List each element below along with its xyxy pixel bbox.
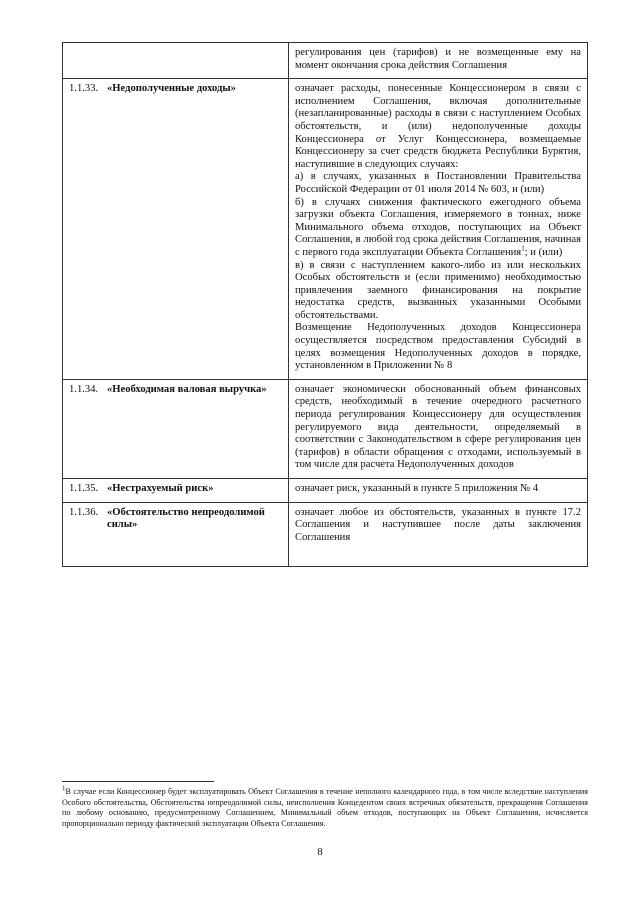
- definition-cell: [289, 379, 588, 478]
- definition-text: в) в связи с наступлением какого-либо из или нескольких Особых обстоятельств и (если применимо) необходимостью привлечения заемного финансирования на покрытие недостатка средств, вызванных указанными Особыми обстоятельствами.: [295, 259, 581, 321]
- definition-text: означает экономически обоснованный объем финансовых средств, необходимый в течение очередного расчетного периода регулирования Концессионеру для осуществления регулируемого вида деятельности, определяемый в соответствии с Законодательством в сфере регулирования цен (тарифов) в области обращения с отходами, используемый в том числе для расчета Недополученных доходов: [295, 383, 581, 471]
- term-cell: [63, 43, 289, 79]
- term-cell: [63, 479, 289, 503]
- clause-number: 1.1.33.: [69, 83, 99, 95]
- term-cell: [63, 79, 289, 380]
- term-name: «Необходимая валовая выручка»: [107, 383, 267, 395]
- footnote-separator: [62, 781, 214, 782]
- table-row: [63, 379, 588, 478]
- definition-text: регулирования цен (тарифов) и не возмещенные ему на момент окончания срока действия Соглашения: [295, 47, 581, 71]
- definition-text: означает любое из обстоятельств, указанных в пункте 17.2 Соглашения и наступившее после даты заключения Соглашения: [295, 506, 581, 543]
- term-cell: [63, 379, 289, 478]
- definition-cell: [289, 43, 588, 79]
- definition-cell: [289, 479, 588, 503]
- term-name: «Обстоятельство непреодолимой силы»: [107, 506, 265, 531]
- definition-text: б) в случаях снижения фактического ежегодного объема загрузки объекта Соглашения, измеряемого в тоннах, ниже Минимального объема отходов, поступающих на Объект Соглашения, в любой год срока действия Соглашения, начиная с первого года эксплуатации Объекта Соглашения$^1$; и (или): [295, 196, 581, 258]
- table-row: [63, 479, 588, 503]
- definition-text: Возмещение Недополученных доходов Концессионера осуществляется посредством предоставления Субсидий в целях возмещения Недополученных доходов в порядке, установленном в Приложении № 8: [295, 322, 581, 372]
- footnote-reference[interactable]: 1: [521, 244, 525, 253]
- definition-text: означает расходы, понесенные Концессионером в связи с исполнением Соглашения, включая дополнительные (незапланированные) расходы в связи с наступлением Особых обстоятельств, и (или) недополученные доходы Концессионера от Услуг Концессионера, возмещаемые Концессионеру за счет средств бюджета Республики Бурятия, наступившие в следующих случаях:: [295, 83, 581, 170]
- clause-number: 1.1.34.: [69, 383, 99, 395]
- footnote: [62, 784, 588, 830]
- definition-text: а) в случаях, указанных в Постановлении Правительства Российской Федерации от 01 июля 2014 № 603, и (или): [295, 171, 581, 195]
- definitions-table: [62, 42, 588, 567]
- definition-text: означает риск, указанный в пункте 5 приложения № 4: [295, 483, 539, 494]
- table-row: [63, 502, 588, 566]
- clause-number: 1.1.36.: [69, 506, 99, 518]
- clause-number: 1.1.35.: [69, 483, 99, 494]
- definition-cell: [289, 79, 588, 380]
- footnote-marker: 1: [62, 784, 66, 793]
- table-row: [63, 43, 588, 79]
- table-row: [63, 79, 588, 380]
- definition-cell: [289, 502, 588, 566]
- page-number: 8: [317, 846, 323, 858]
- term-name: «Недополученные доходы»: [107, 83, 236, 95]
- term-name: «Нестрахуемый риск»: [107, 483, 214, 494]
- term-cell: [63, 502, 289, 566]
- footnote-text: В случае если Концессионер будет эксплуатировать Объект Соглашения в течение неполного календарного года, в том числе вследствие наступления Особого обстоятельства, Обстоятельства непреодолимой силы, неисполнения Концедентом своих встречных обязательств, прекращения Соглашения по любому основанию, предусмотренному Соглашением, Минимальный объем отходов, поступающих на Объект Соглашения, исчисляется пропорционально периоду фактической эксплуатации Объекта Соглашения.: [62, 787, 588, 829]
